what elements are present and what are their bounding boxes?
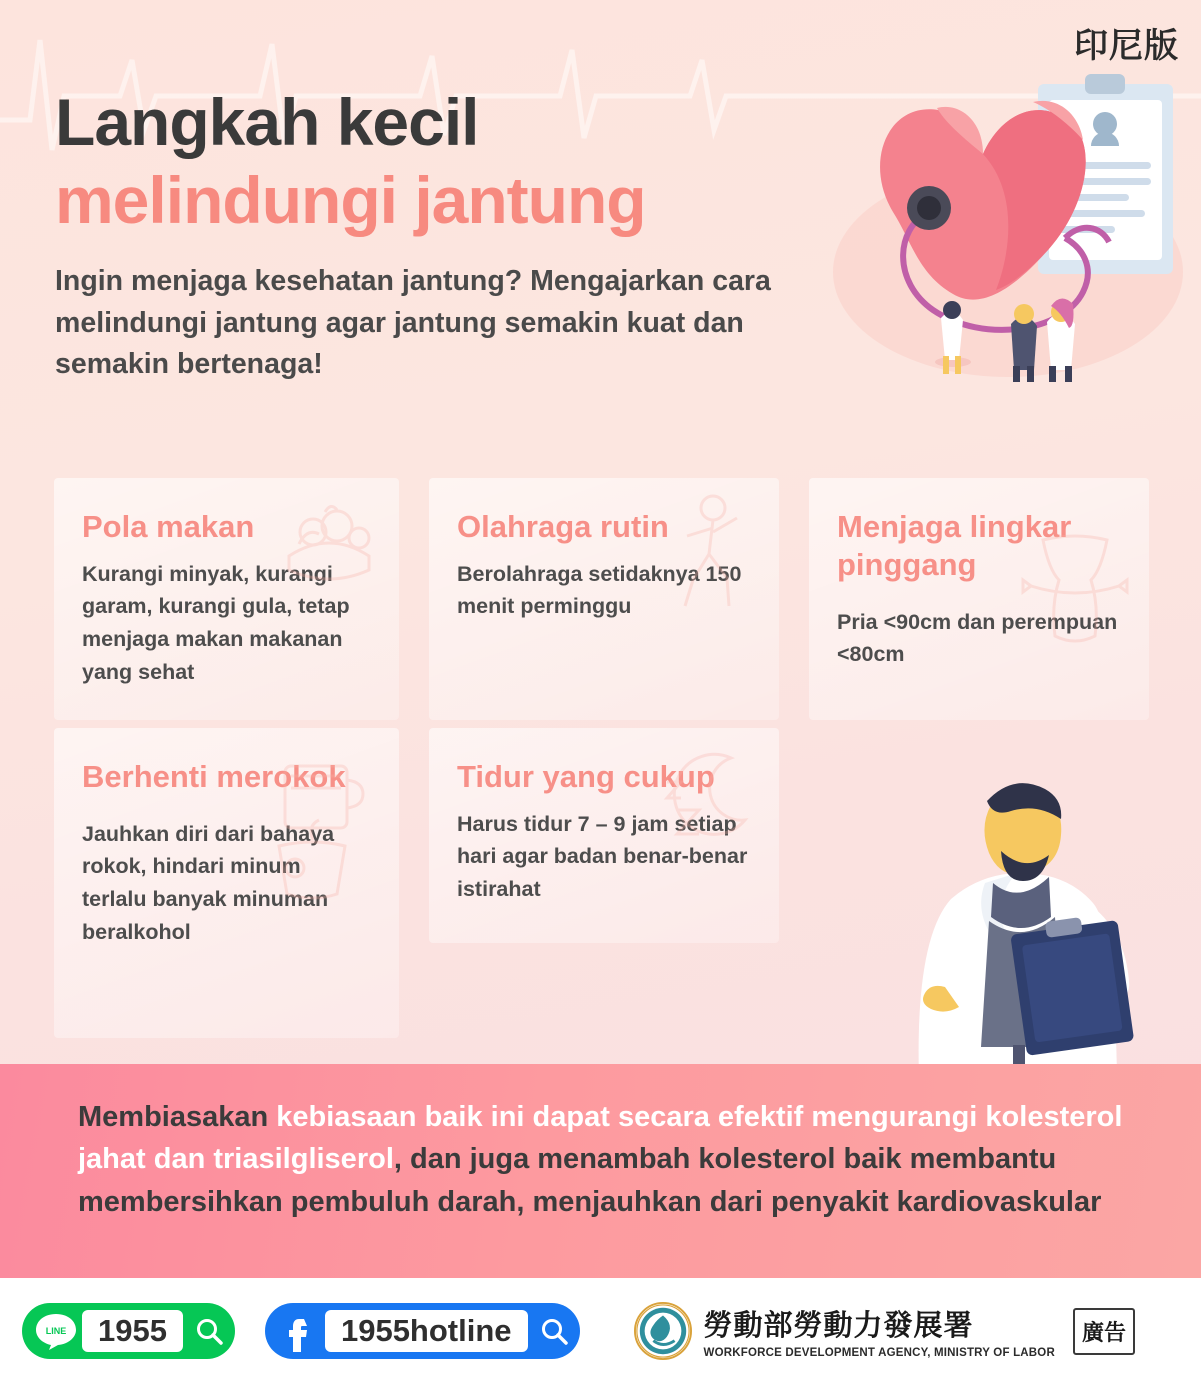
footer-bar	[0, 1278, 1201, 1384]
tip-card-title: Menjaga lingkar pinggang	[837, 509, 1072, 582]
tip-card-body: Harus tidur 7 – 9 jam setiap hari agar badan benar-benar istirahat	[457, 811, 748, 902]
line-number: 1955	[82, 1310, 183, 1352]
facebook-contact-pill[interactable]	[265, 1303, 580, 1359]
agency-branding	[634, 1302, 1135, 1360]
conclusion-band	[0, 1064, 1201, 1278]
doctor-illustration	[821, 749, 1191, 1079]
tip-card-body: Kurangi minyak, kurangi garam, kurangi gula, tetap menjaga makan makanan yang sehat	[82, 561, 350, 684]
tip-card-sleep	[429, 728, 779, 943]
tip-card-title: Berhenti merokok	[82, 759, 346, 794]
conclusion-part3: , dan juga menambah kolesterol baik membantu membersihkan pembuluh darah	[78, 1143, 1057, 1218]
tip-card-no-smoking	[54, 728, 399, 1038]
conclusion-part1: Membiasakan	[78, 1101, 269, 1133]
page-title-line1: Langkah kecil	[55, 85, 479, 159]
tip-card-title: Olahraga rutin	[457, 509, 669, 544]
agency-name-cn: 勞動部勞動力發展署	[703, 1308, 974, 1342]
tip-card-diet	[54, 478, 399, 720]
facebook-icon	[273, 1308, 325, 1354]
heart-checkup-illustration	[833, 62, 1193, 392]
language-badge: 印尼版	[1074, 26, 1179, 66]
svg-text:LINE: LINE	[45, 1326, 67, 1336]
ad-label: 廣告	[1073, 1308, 1135, 1355]
tip-card-exercise	[429, 478, 779, 720]
tip-card-waistline	[809, 478, 1149, 720]
conclusion-part4: , menjauhkan dari penyakit kardiovaskular	[516, 1185, 1102, 1218]
line-contact-pill[interactable]	[22, 1303, 235, 1359]
tip-card-body: Pria <90cm dan perempuan <80cm	[837, 609, 1118, 667]
tip-card-title: Tidur yang cukup	[457, 759, 715, 794]
page-subtitle: Ingin menjaga kesehatan jantung? Mengajarkan cara melindungi jantung agar jantung semakin kuat dan semakin bertenaga!	[55, 265, 771, 381]
poster-header	[55, 85, 845, 386]
page-title-line2: melindungi jantung	[55, 163, 646, 238]
conclusion-part2: kebiasaan baik ini dapat secara efektif mengurangi kolesterol jahat dan triasilgliserol	[78, 1101, 1123, 1176]
facebook-handle: 1955hotline	[325, 1310, 528, 1352]
line-chat-icon	[30, 1308, 82, 1354]
tip-card-body: Berolahraga setidaknya 150 menit perminggu	[457, 561, 742, 619]
agency-name-en: WORKFORCE DEVELOPMENT AGENCY, MINISTRY OF LABOR	[703, 1347, 1055, 1359]
government-seal-icon	[634, 1302, 692, 1360]
magnifier-icon[interactable]	[534, 1316, 574, 1346]
tip-card-title: Pola makan	[82, 509, 255, 544]
magnifier-icon[interactable]	[189, 1316, 229, 1346]
tip-card-body: Jauhkan diri dari bahaya rokok, hindari minum terlalu banyak minuman beralkohol	[82, 821, 335, 944]
